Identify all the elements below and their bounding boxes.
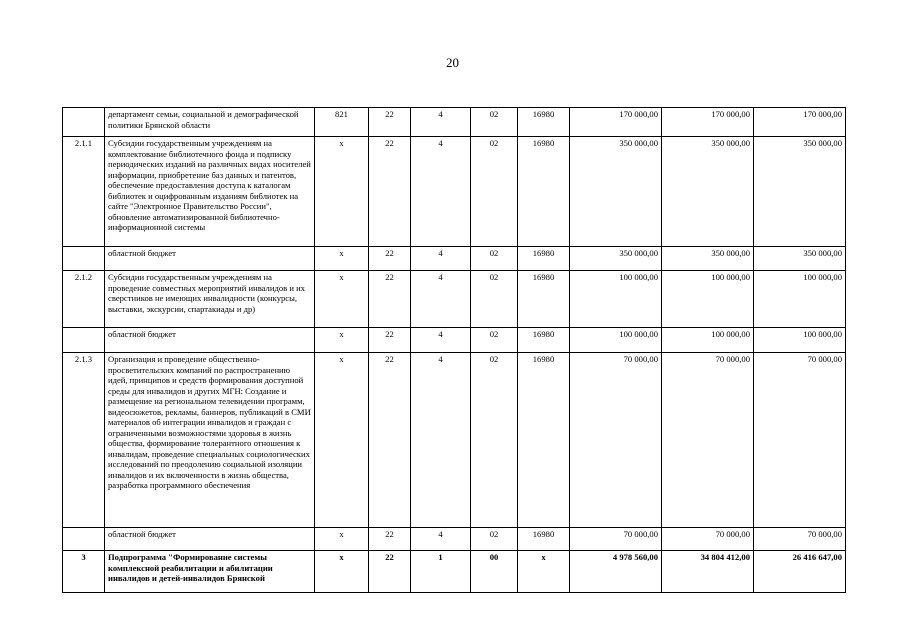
subsection-code-cell: 1 <box>411 551 471 593</box>
row-name-cell: Организация и проведение общественно-просветительских компаний по распространению идей, принципов и средств формирования доступной среды для инвалидов и других МГН: Создание и размещение на региональном телевидении программ, видеосюжетов, рекламы, баннеров, публикаций в СМИ материалов об интеграции инвалидов и граждан с ограниченными возможностями здоровья в жизнь общества, формирование толерантного отношения к инвалидам, проведение специальных социологических исследований по преодолению социальной изоляции инвалидов и их включенности в жизнь общества, разработка программного обеспечения <box>105 353 315 528</box>
grbs-code-cell: x <box>315 271 369 328</box>
amount-year3-cell: 70 000,00 <box>754 528 846 551</box>
grbs-code-cell: x <box>315 137 369 247</box>
section-code-cell: 22 <box>369 528 411 551</box>
program-code-cell: 00 <box>471 551 518 593</box>
target-article-cell: 16980 <box>518 328 570 353</box>
subsection-code-cell: 4 <box>411 271 471 328</box>
target-article-cell: 16980 <box>518 247 570 271</box>
amount-year2-cell: 70 000,00 <box>662 353 754 528</box>
grbs-code-cell: x <box>315 551 369 593</box>
row-number-cell <box>63 528 105 551</box>
budget-table <box>62 107 846 593</box>
table-row <box>63 551 846 593</box>
target-article-cell: 16980 <box>518 108 570 137</box>
target-article-cell: 16980 <box>518 528 570 551</box>
subsection-code-cell: 4 <box>411 353 471 528</box>
row-number-cell <box>63 108 105 137</box>
amount-year2-cell: 350 000,00 <box>662 137 754 247</box>
amount-year2-cell: 100 000,00 <box>662 271 754 328</box>
row-name-cell: областной бюджет <box>105 328 315 353</box>
row-name-cell: областной бюджет <box>105 528 315 551</box>
amount-year1-cell: 70 000,00 <box>570 353 662 528</box>
section-code-cell: 22 <box>369 551 411 593</box>
amount-year3-cell: 350 000,00 <box>754 137 846 247</box>
target-article-cell: 16980 <box>518 353 570 528</box>
program-code-cell: 02 <box>471 528 518 551</box>
row-number-cell: 2.1.2 <box>63 271 105 328</box>
amount-year3-cell: 350 000,00 <box>754 247 846 271</box>
table-row <box>63 271 846 328</box>
program-code-cell: 02 <box>471 328 518 353</box>
table-row <box>63 528 846 551</box>
grbs-code-cell: x <box>315 328 369 353</box>
section-code-cell: 22 <box>369 108 411 137</box>
row-name-cell: Подпрограмма "Формирование системы комплексной реабилитации и абилитации инвалидов и детей-инвалидов Брянской <box>105 551 315 593</box>
program-code-cell: 02 <box>471 271 518 328</box>
amount-year3-cell: 100 000,00 <box>754 271 846 328</box>
amount-year1-cell: 100 000,00 <box>570 271 662 328</box>
grbs-code-cell: x <box>315 353 369 528</box>
subsection-code-cell: 4 <box>411 328 471 353</box>
row-name-cell: Субсидии государственным учреждениям на комплектование библиотечного фонда и подписку периодических изданий на различных видах носителей информации, приобретение баз данных и патентов, обеспечение предоставления доступа к каталогам библиотек и оцифрованным изданиям библиотек на сайте "Электронное Правительство России", обновление автоматизированной библиотечно-информационной системы <box>105 137 315 247</box>
amount-year2-cell: 34 804 412,00 <box>662 551 754 593</box>
table-row <box>63 328 846 353</box>
section-code-cell: 22 <box>369 271 411 328</box>
amount-year1-cell: 350 000,00 <box>570 247 662 271</box>
row-number-cell <box>63 328 105 353</box>
amount-year2-cell: 70 000,00 <box>662 528 754 551</box>
amount-year1-cell: 100 000,00 <box>570 328 662 353</box>
program-code-cell: 02 <box>471 108 518 137</box>
grbs-code-cell: x <box>315 247 369 271</box>
table-row <box>63 137 846 247</box>
row-number-cell: 2.1.3 <box>63 353 105 528</box>
grbs-code-cell: x <box>315 528 369 551</box>
row-name-cell: областной бюджет <box>105 247 315 271</box>
target-article-cell: 16980 <box>518 137 570 247</box>
amount-year2-cell: 350 000,00 <box>662 247 754 271</box>
section-code-cell: 22 <box>369 353 411 528</box>
target-article-cell: 16980 <box>518 271 570 328</box>
row-number-cell: 2.1.1 <box>63 137 105 247</box>
subsection-code-cell: 4 <box>411 247 471 271</box>
row-number-cell <box>63 247 105 271</box>
amount-year3-cell: 170 000,00 <box>754 108 846 137</box>
section-code-cell: 22 <box>369 328 411 353</box>
amount-year2-cell: 100 000,00 <box>662 328 754 353</box>
amount-year3-cell: 70 000,00 <box>754 353 846 528</box>
amount-year1-cell: 170 000,00 <box>570 108 662 137</box>
row-number-cell: 3 <box>63 551 105 593</box>
row-name-cell: Субсидии государственным учреждениям на проведение совместных мероприятий инвалидов и их сверстников не имеющих инвалидности (конкурсы, выставки, экскурсии, спартакиады и др) <box>105 271 315 328</box>
table-row <box>63 247 846 271</box>
row-name-cell: департамент семьи, социальной и демографической политики Брянской области <box>105 108 315 137</box>
amount-year3-cell: 100 000,00 <box>754 328 846 353</box>
amount-year2-cell: 170 000,00 <box>662 108 754 137</box>
amount-year1-cell: 350 000,00 <box>570 137 662 247</box>
target-article-cell: x <box>518 551 570 593</box>
page-number: 20 <box>446 55 459 70</box>
subsection-code-cell: 4 <box>411 137 471 247</box>
subsection-code-cell: 4 <box>411 108 471 137</box>
subsection-code-cell: 4 <box>411 528 471 551</box>
amount-year1-cell: 70 000,00 <box>570 528 662 551</box>
table-row <box>63 108 846 137</box>
section-code-cell: 22 <box>369 247 411 271</box>
table-row <box>63 353 846 528</box>
amount-year3-cell: 26 416 647,00 <box>754 551 846 593</box>
section-code-cell: 22 <box>369 137 411 247</box>
program-code-cell: 02 <box>471 247 518 271</box>
program-code-cell: 02 <box>471 353 518 528</box>
amount-year1-cell: 4 978 560,00 <box>570 551 662 593</box>
grbs-code-cell: 821 <box>315 108 369 137</box>
program-code-cell: 02 <box>471 137 518 247</box>
table-body <box>63 108 846 593</box>
